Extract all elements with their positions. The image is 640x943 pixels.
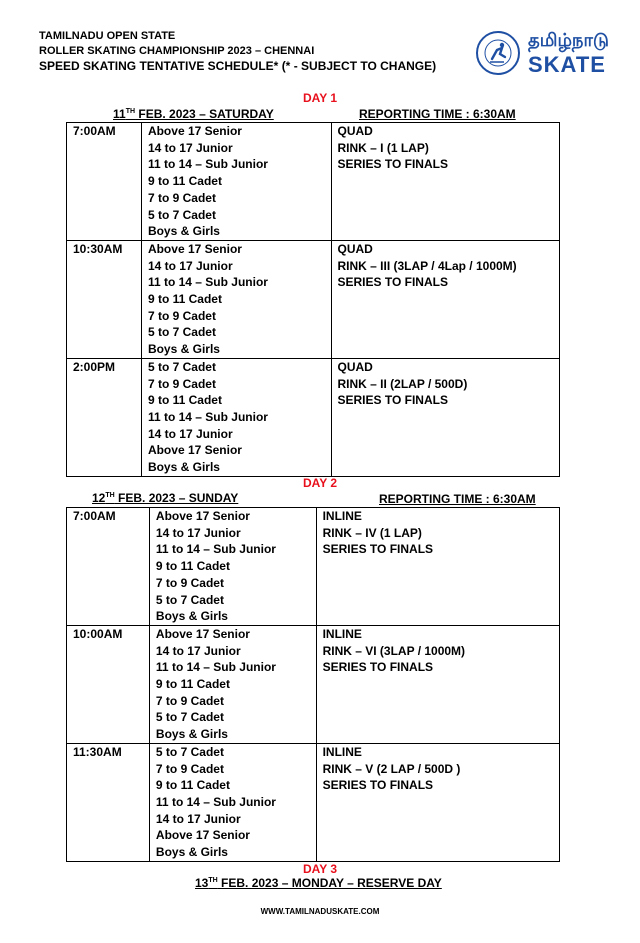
detail-item: INLINE — [322, 509, 362, 523]
day-1-date: 11TH FEB. 2023 – SATURDAY — [113, 107, 274, 121]
detail-item: RINK – III (3LAP / 4Lap / 1000M) — [337, 258, 517, 273]
category-item: 7 to 9 Cadet — [147, 190, 216, 205]
logo-tamil-text: தமிழ்நாடு — [528, 30, 609, 50]
day-1-schedule-table — [66, 122, 560, 477]
day-2-label: DAY 2 — [302, 476, 338, 490]
session-time: 2:00PM — [67, 358, 142, 476]
category-item: Boys & Girls — [147, 460, 220, 475]
session-categories — [149, 743, 316, 861]
session-time: 7:00AM — [67, 508, 150, 626]
day-2-reporting-time: REPORTING TIME : 6:30AM — [379, 492, 536, 506]
session-time: 10:30AM — [67, 240, 142, 358]
category-item: 5 to 7 Cadet — [147, 325, 216, 340]
session-categories — [141, 123, 331, 241]
detail-item: INLINE — [322, 626, 362, 641]
category-item: 7 to 9 Cadet — [155, 575, 224, 590]
session-categories — [141, 240, 331, 358]
category-item: 14 to 17 Junior — [147, 426, 233, 441]
detail-item: RINK – V (2 LAP / 500D ) — [322, 761, 461, 776]
tamilnadu-skate-logo — [476, 30, 616, 78]
detail-item: RINK – VI (3LAP / 1000M) — [322, 643, 466, 658]
website-footer: WWW.TAMILNADUSKATE.COM — [260, 907, 380, 916]
category-item: 11 to 14 – Sub Junior — [155, 660, 276, 675]
skater-emblem-icon — [476, 31, 520, 75]
category-item: 5 to 7 Cadet — [147, 207, 216, 222]
category-item: Boys & Girls — [155, 727, 228, 742]
header-block — [39, 29, 436, 74]
day-1-reporting-time: REPORTING TIME : 6:30AM — [359, 107, 516, 121]
category-item: Above 17 Senior — [147, 443, 242, 458]
table-row — [67, 358, 560, 476]
session-details — [331, 123, 560, 241]
category-item: 14 to 17 Junior — [147, 258, 233, 273]
category-item: 11 to 14 – Sub Junior — [147, 275, 268, 290]
detail-item: SERIES TO FINALS — [322, 778, 434, 793]
session-details — [316, 625, 559, 743]
header-line-2: ROLLER SKATING CHAMPIONSHIP 2023 – CHENNAI — [39, 45, 315, 57]
detail-item: RINK – IV (1 LAP) — [322, 525, 422, 540]
day-2-schedule-table — [66, 507, 560, 862]
detail-item: INLINE — [322, 744, 362, 759]
category-item: 5 to 7 Cadet — [155, 744, 224, 759]
category-item: Boys & Girls — [147, 342, 220, 357]
detail-item: SERIES TO FINALS — [337, 393, 448, 408]
category-item: 5 to 7 Cadet — [155, 710, 224, 725]
category-item: 9 to 11 Cadet — [155, 677, 230, 692]
detail-item: SERIES TO FINALS — [322, 660, 434, 675]
detail-item: QUAD — [337, 359, 373, 374]
session-categories — [141, 358, 331, 476]
header-line-1: TAMILNADU OPEN STATE — [39, 30, 176, 42]
category-item: 5 to 7 Cadet — [147, 359, 216, 374]
category-item: Boys & Girls — [155, 845, 228, 860]
logo-skate-text: SKATE — [528, 52, 606, 77]
session-details — [316, 508, 559, 626]
session-time: 11:30AM — [67, 743, 150, 861]
category-item: 14 to 17 Junior — [155, 643, 241, 658]
category-item: 7 to 9 Cadet — [147, 376, 216, 391]
category-item: 7 to 9 Cadet — [155, 761, 224, 776]
category-item: 9 to 11 Cadet — [147, 393, 222, 408]
category-item: Above 17 Senior — [147, 241, 242, 256]
category-item: 5 to 7 Cadet — [155, 592, 224, 607]
category-item: Boys & Girls — [147, 224, 220, 239]
table-row — [67, 743, 560, 861]
session-categories — [149, 625, 316, 743]
detail-item: RINK – I (1 LAP) — [337, 140, 429, 155]
detail-item: QUAD — [337, 241, 373, 256]
day-3-date: 13TH FEB. 2023 – MONDAY – RESERVE DAY — [195, 876, 442, 890]
category-item: Above 17 Senior — [155, 509, 250, 523]
table-row — [67, 240, 560, 358]
session-categories — [149, 508, 316, 626]
table-row — [67, 508, 560, 626]
category-item: 11 to 14 – Sub Junior — [155, 794, 276, 809]
session-time: 10:00AM — [67, 625, 150, 743]
header-line-3: SPEED SKATING TENTATIVE SCHEDULE* (* - SUBJECT TO CHANGE) — [39, 59, 437, 73]
category-item: 7 to 9 Cadet — [155, 693, 224, 708]
table-row — [67, 625, 560, 743]
category-item: 9 to 11 Cadet — [147, 292, 222, 307]
detail-item: RINK – II (2LAP / 500D) — [337, 376, 468, 391]
category-item: 14 to 17 Junior — [147, 140, 233, 155]
category-item: 7 to 9 Cadet — [147, 308, 216, 323]
category-item: Above 17 Senior — [147, 124, 242, 138]
detail-item: QUAD — [337, 124, 373, 138]
day-1-label: DAY 1 — [302, 91, 338, 105]
category-item: Above 17 Senior — [155, 828, 250, 843]
category-item: 11 to 14 – Sub Junior — [147, 409, 268, 424]
category-item: 11 to 14 – Sub Junior — [155, 542, 276, 557]
category-item: 9 to 11 Cadet — [155, 559, 230, 574]
category-item: Above 17 Senior — [155, 626, 250, 641]
category-item: 14 to 17 Junior — [155, 811, 241, 826]
session-details — [331, 358, 560, 476]
detail-item: SERIES TO FINALS — [337, 275, 448, 290]
category-item: 9 to 11 Cadet — [155, 778, 230, 793]
category-item: 9 to 11 Cadet — [147, 174, 222, 189]
table-row — [67, 123, 560, 241]
session-details — [316, 743, 559, 861]
category-item: 11 to 14 – Sub Junior — [147, 157, 268, 172]
detail-item: SERIES TO FINALS — [322, 542, 434, 557]
day-2-date: 12TH FEB. 2023 – SUNDAY — [92, 491, 239, 505]
category-item: 14 to 17 Junior — [155, 525, 241, 540]
day-3-label: DAY 3 — [302, 862, 338, 876]
session-time: 7:00AM — [67, 123, 142, 241]
detail-item: SERIES TO FINALS — [337, 157, 448, 172]
session-details — [331, 240, 560, 358]
category-item: Boys & Girls — [155, 609, 228, 624]
